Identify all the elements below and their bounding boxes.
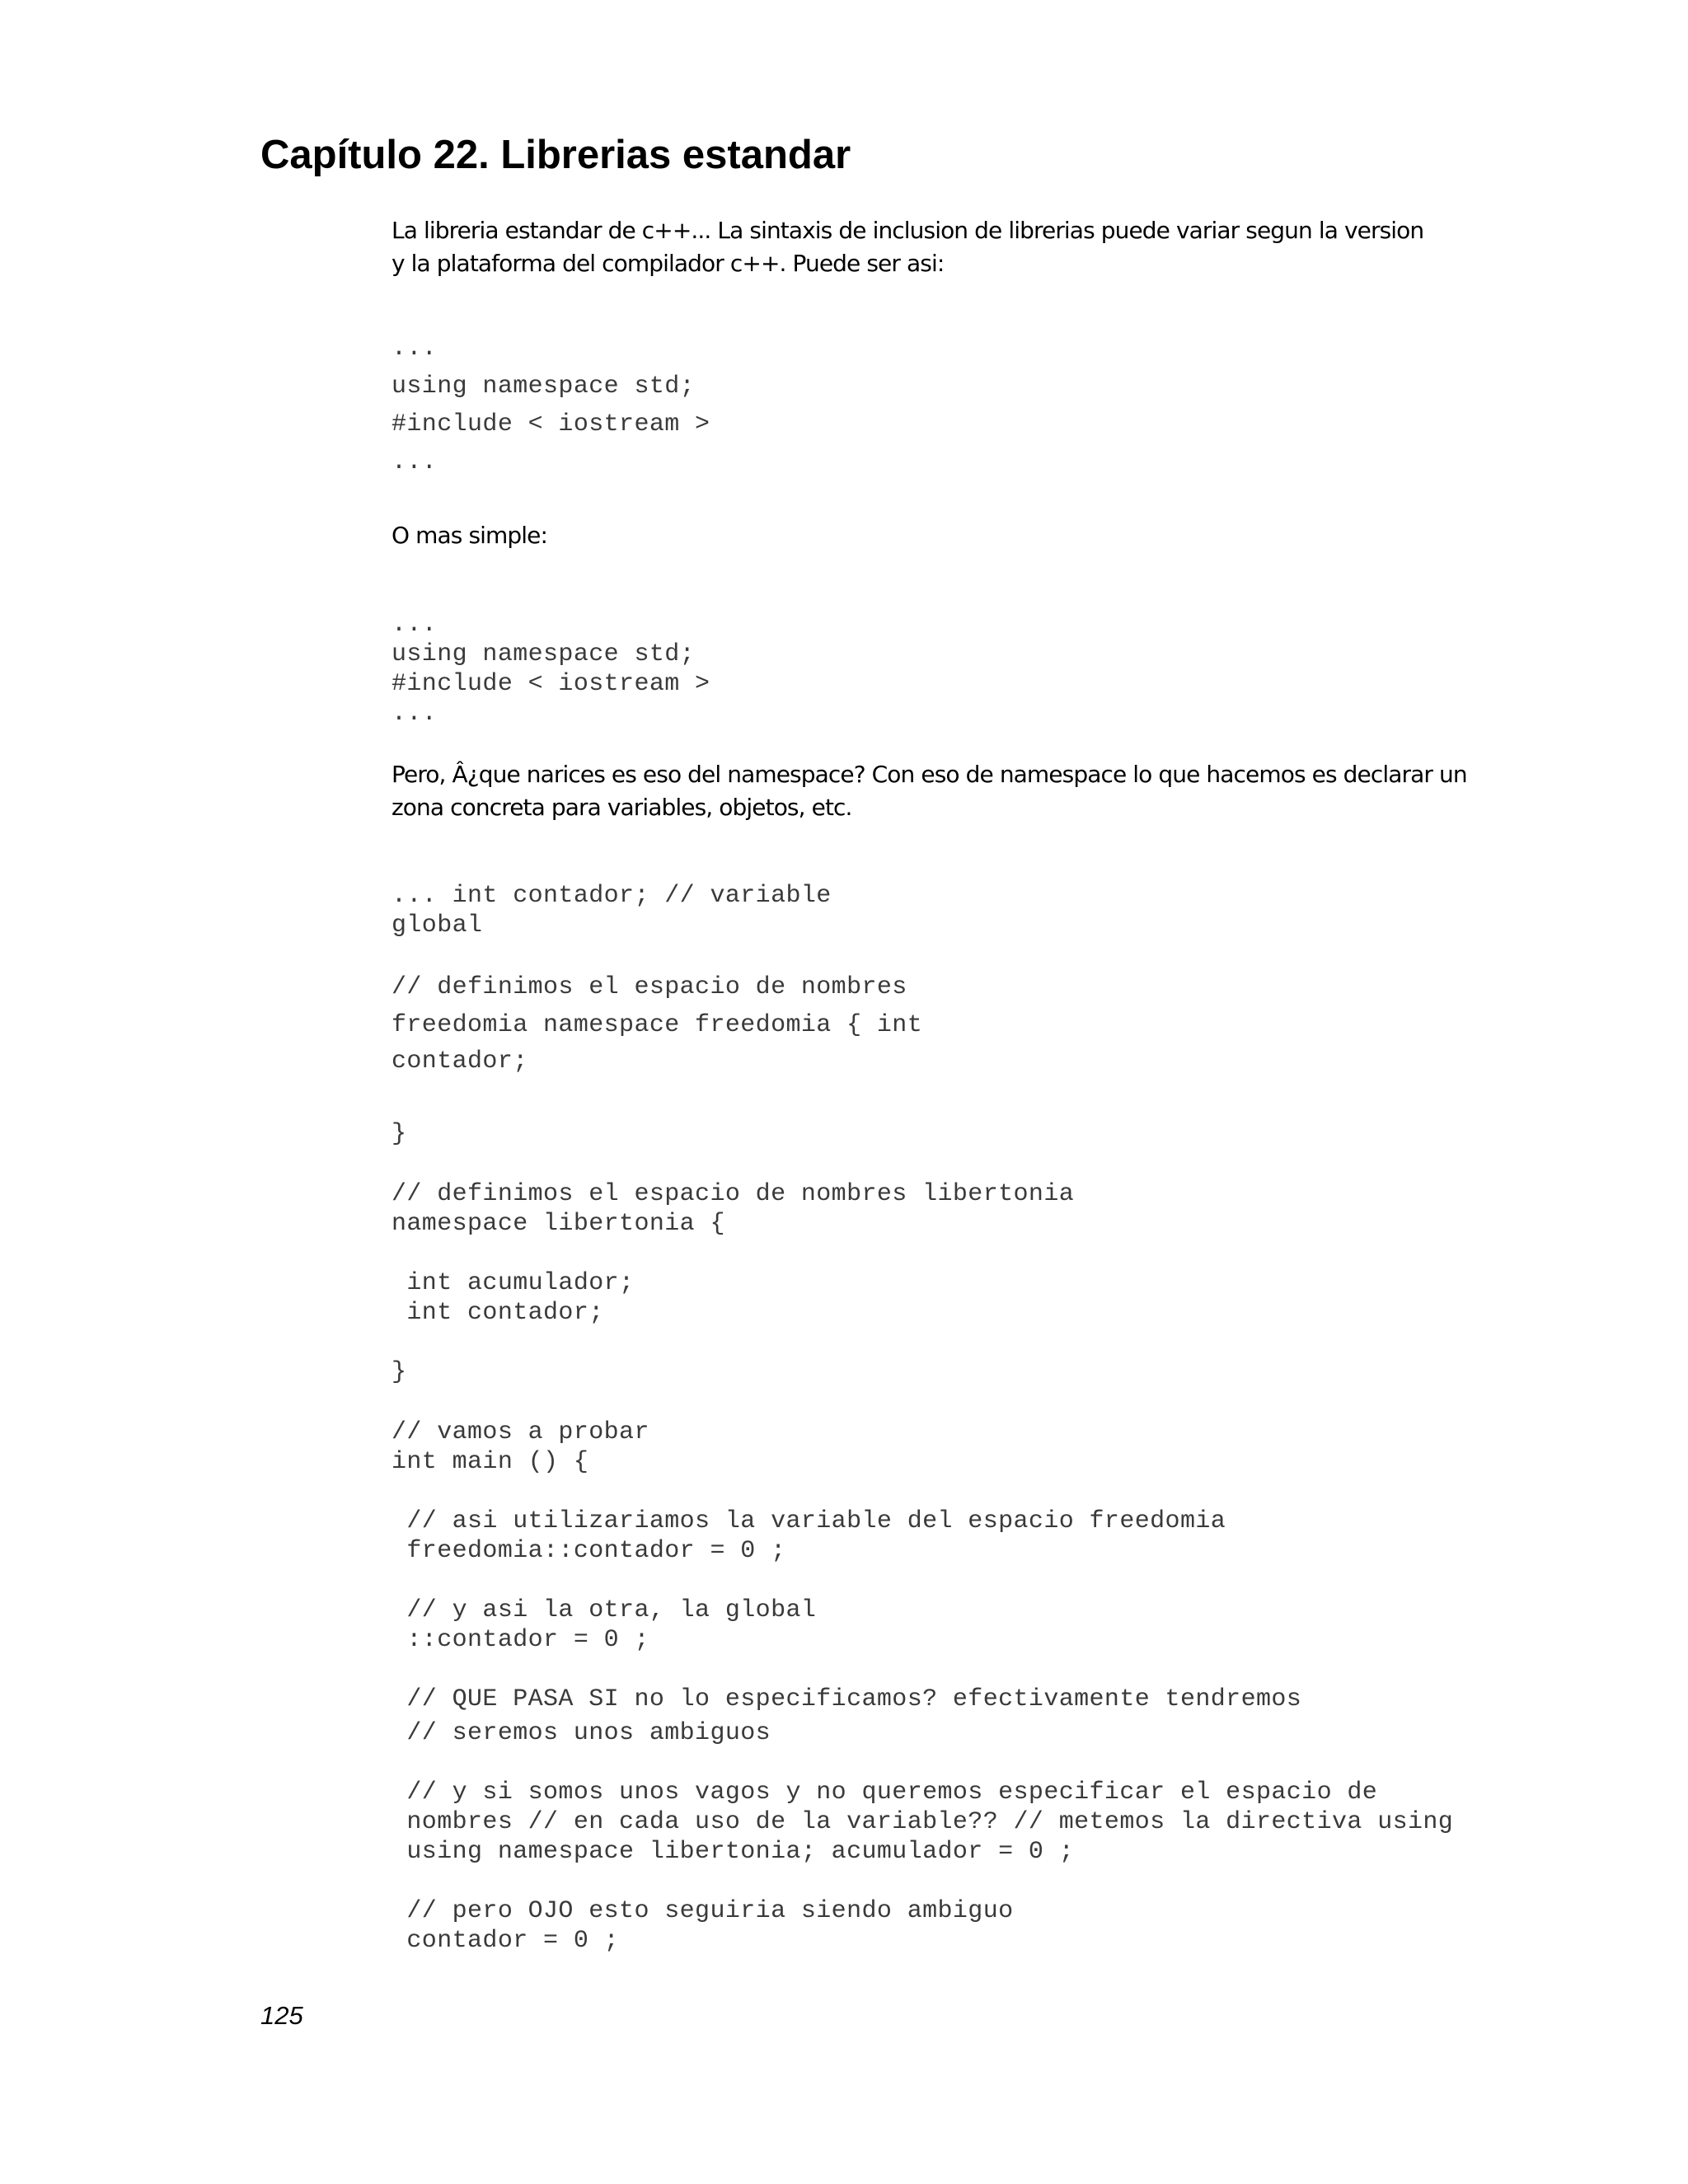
intro-line: y la plataforma del compilador c++. Puede ser asi: <box>392 250 945 277</box>
code-line: freedomia::contador = 0 ; <box>392 1537 786 1565</box>
code-line: ... <box>392 448 438 476</box>
code-line: // vamos a probar <box>392 1418 649 1446</box>
namespace-line: Pero, Â¿que narices es eso del namespace? Con eso de namespace lo que hacemos es declarar un <box>392 761 1467 788</box>
code-line: // y si somos unos vagos y no queremos especificar el espacio de <box>392 1779 1378 1807</box>
code-line: // QUE PASA SI no lo especificamos? efectivamente tendremos <box>392 1685 1302 1713</box>
code-line: using namespace std; <box>392 373 696 401</box>
code-line: } <box>392 1120 407 1148</box>
code-line: namespace libertonia { <box>392 1210 725 1238</box>
code-line: #include < iostream > <box>392 670 710 698</box>
code-line: ... int contador; // variable <box>392 882 832 910</box>
code-line: ... <box>392 700 438 728</box>
chapter-title: Capítulo 22. Librerias estandar <box>260 133 851 177</box>
code-line: ... <box>392 335 438 363</box>
intro-line: La libreria estandar de c++... La sintaxis de inclusion de librerias puede variar segun la version <box>392 217 1424 244</box>
code-line: contador = 0 ; <box>392 1927 620 1955</box>
code-line: // definimos el espacio de nombres libertonia <box>392 1180 1075 1208</box>
code-line: using namespace std; <box>392 640 696 668</box>
page-number: 125 <box>260 2001 303 2030</box>
code-line: using namespace libertonia; acumulador = 0 ; <box>392 1838 1075 1866</box>
code-line: ... <box>392 611 438 639</box>
or-simpler-text: O mas simple: <box>392 522 548 549</box>
code-line: freedomia namespace freedomia { int <box>392 1011 923 1039</box>
intro-paragraph <box>392 214 1423 280</box>
code-line: int contador; <box>392 1299 604 1327</box>
code-line: global <box>392 912 483 940</box>
code-line: // seremos unos ambiguos <box>392 1719 771 1747</box>
code-line: int main () { <box>392 1448 589 1476</box>
code-line: #include < iostream > <box>392 410 710 438</box>
code-line: // pero OJO esto seguiria siendo ambiguo <box>392 1897 1014 1925</box>
code-line: ::contador = 0 ; <box>392 1626 649 1654</box>
code-line: } <box>392 1358 407 1386</box>
code-line: // y asi la otra, la global <box>392 1596 817 1624</box>
code-line: int acumulador; <box>392 1269 635 1297</box>
code-line: // definimos el espacio de nombres <box>392 973 907 1001</box>
code-line: // asi utilizariamos la variable del espacio freedomia <box>392 1507 1226 1535</box>
namespace-line: zona concreta para variables, objetos, etc. <box>392 794 852 821</box>
code-line: contador; <box>392 1047 528 1076</box>
namespace-paragraph <box>392 758 1467 824</box>
code-line: nombres // en cada uso de la variable?? // metemos la directiva using <box>392 1808 1454 1836</box>
